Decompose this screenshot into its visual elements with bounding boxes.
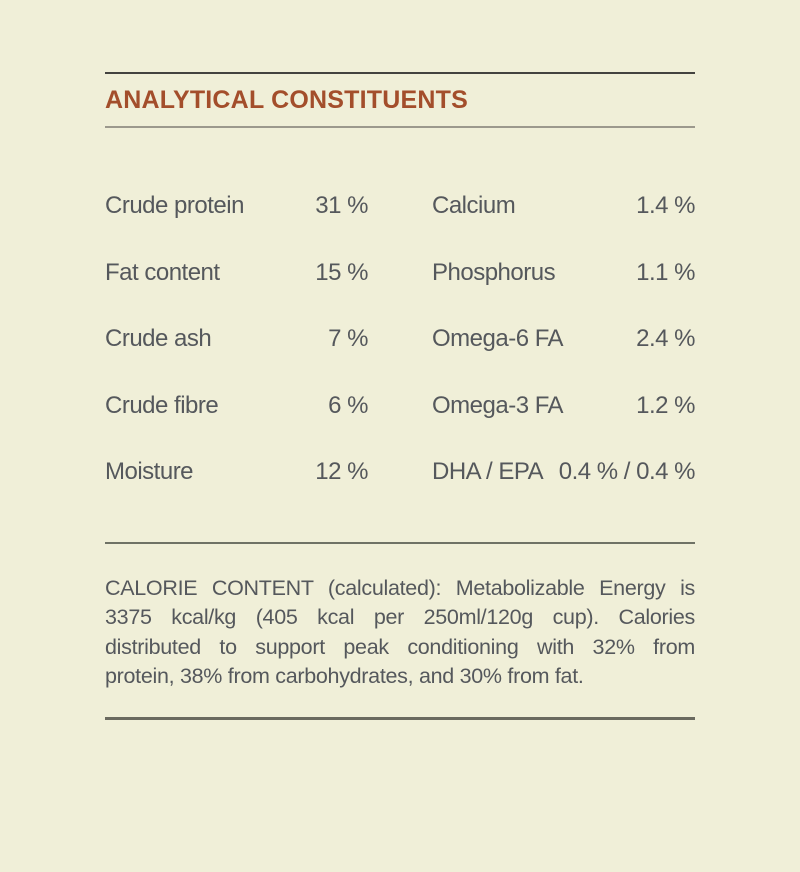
constituent-pair — [432, 259, 695, 287]
calorie-content-paragraph — [105, 574, 695, 692]
constituent-pair — [105, 259, 368, 287]
table-row — [105, 373, 695, 440]
divider-bottom — [105, 717, 695, 720]
constituent-label: Crude ash — [105, 325, 212, 353]
calorie-line: protein, 38% from carbohydrates, and 30% from fat. — [105, 664, 584, 688]
constituents-table — [105, 173, 695, 506]
constituent-label: Crude protein — [105, 192, 244, 220]
constituent-label: Omega-6 FA — [432, 325, 564, 353]
constituent-value: 1.4 % — [636, 192, 695, 220]
constituent-pair — [105, 192, 368, 220]
divider-above-calories — [105, 542, 695, 544]
table-row — [105, 240, 695, 307]
constituent-pair — [105, 325, 368, 353]
constituent-label: Moisture — [105, 458, 194, 486]
constituent-value: 6 % — [328, 391, 368, 419]
constituent-value: 7 % — [328, 325, 368, 353]
constituent-label: Fat content — [105, 258, 220, 286]
constituent-value: 2.4 % — [636, 325, 695, 353]
table-row — [105, 306, 695, 373]
analytical-constituents-panel — [105, 72, 695, 720]
constituent-pair — [432, 192, 695, 220]
constituent-label: DHA / EPA — [432, 458, 544, 486]
table-row — [105, 439, 695, 506]
calorie-line: 3375 kcal/kg (405 kcal per 250ml/120g cup). Calories — [105, 605, 695, 629]
constituent-value: 0.4 % / 0.4 % — [558, 458, 695, 486]
constituent-value: 12 % — [315, 458, 368, 486]
constituent-pair — [105, 392, 368, 420]
constituent-pair — [105, 458, 368, 486]
constituent-value: 1.1 % — [636, 258, 695, 286]
constituent-label: Crude fibre — [105, 391, 219, 419]
constituent-value: 1.2 % — [636, 391, 695, 419]
constituent-pair — [432, 392, 695, 420]
constituent-label: Omega-3 FA — [432, 391, 564, 419]
table-row — [105, 173, 695, 240]
constituent-pair — [432, 458, 695, 486]
section-title: ANALYTICAL CONSTITUENTS — [105, 86, 468, 114]
constituent-value: 15 % — [315, 258, 368, 286]
constituent-value: 31 % — [315, 192, 368, 220]
constituent-pair — [432, 325, 695, 353]
calorie-line: distributed to support peak conditioning with 32% from — [105, 634, 695, 659]
constituent-label: Calcium — [432, 192, 516, 220]
calorie-line: CALORIE CONTENT (calculated): Metabolizable Energy is — [105, 575, 695, 600]
constituent-label: Phosphorus — [432, 258, 556, 286]
divider-under-title — [105, 126, 695, 128]
